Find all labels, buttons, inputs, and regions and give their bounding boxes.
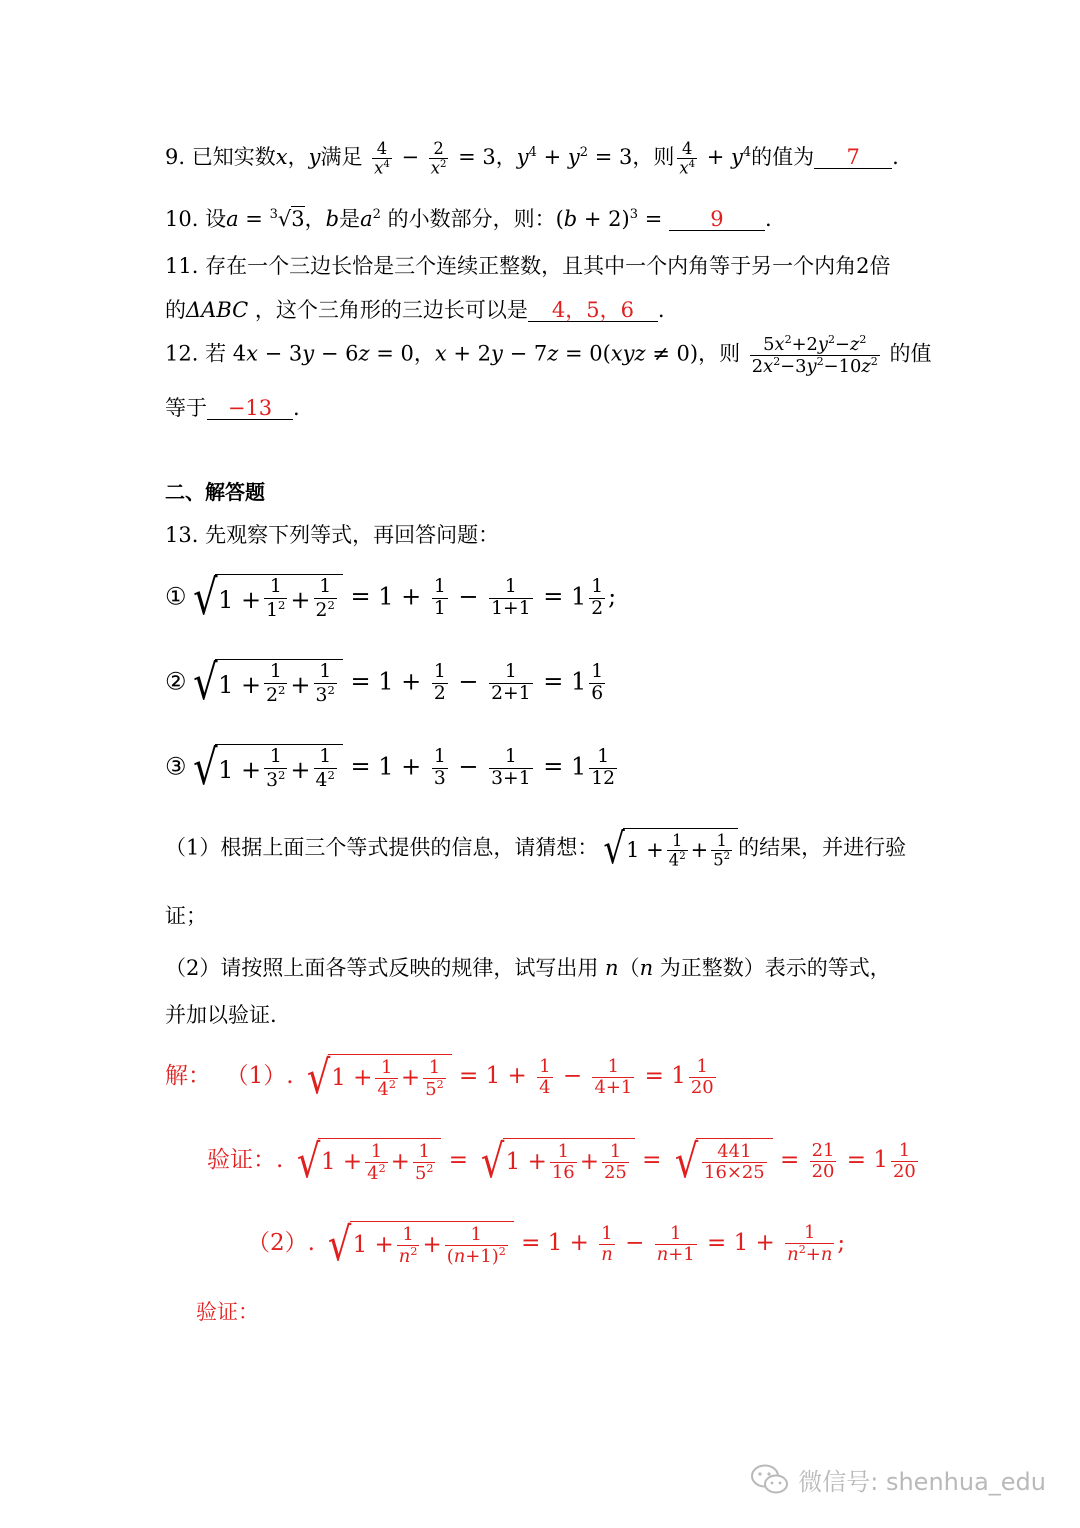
part-1-line2: 证； xyxy=(165,904,207,928)
part-2: （2）请按照上面各等式反映的规律，试写出用 n（n 为正整数）表示的等式， xyxy=(165,956,891,980)
q11-answer: 4，5，6 xyxy=(528,299,658,322)
part-1: （1）根据上面三个等式提供的信息，请猜想： √ 1 + $\frac{1}{4^2}$ + $\frac{1}{5^2}$ 的结果，并进行验 xyxy=(165,824,907,873)
question-12: 12. 若 4x − 3y − 6z = 0，x + 2y − 7z = 0(xyz ≠ 0)，则 $\frac{5x^2+2y^2-z^2}{2x^2-3y^2-10z^2}$ 的值 xyxy=(165,333,932,377)
part-2-line2: 并加以验证. xyxy=(165,1003,277,1027)
solution-1: 解： （1）. √ 1 + $\frac{1}{4^2}$ + $\frac{1}{5^2}$ = 1 + $\frac{1}{4}$ − $\frac{1}{4+1}$ = 1 $\frac{1}{20}$ xyxy=(165,1050,714,1104)
question-11: 11. 存在一个三边长恰是三个连续正整数，且其中一个内角等于另一个内角2倍 xyxy=(165,254,891,278)
wechat-icon xyxy=(750,1463,790,1497)
question-12-line2: 等于 −13 . xyxy=(165,396,300,420)
solution-2: （2）. √ 1 + $\frac{1}{n^2}$ + $\frac{1}{(n+1)^2}$ = 1 + $\frac{1}{n}$ − $\frac{1}{n+1}$ = 1 + $\frac{1}{n^2+n}$ ; xyxy=(247,1217,846,1271)
equation-3: ③ √ 1 + $\frac{1}{3^2}$ + $\frac{1}{4^2}$ = 1 + $\frac{1}{3}$ − $\frac{1}{3+1}$ = 1 $\frac{1}{12}$ xyxy=(165,740,616,796)
question-13: 13. 先观察下列等式，再回答问题： xyxy=(165,523,500,547)
question-9: 9. 已知实数x，y满足 $\frac{4}{x^4}$ − $\frac{2}{x^2}$ = 3，$y^4 + y^2 = 3$，则 $\frac{4}{x^4}$ + $y^4$的值为 7 . xyxy=(165,139,899,178)
question-11-line2: 的ΔABC ，这个三角形的三边长可以是 4，5，6 . xyxy=(165,298,665,322)
q9-text: 已知实数 xyxy=(191,145,276,170)
equation-2: ② √ 1 + $\frac{1}{2^2}$ + $\frac{1}{3^2}$ = 1 + $\frac{1}{2}$ − $\frac{1}{2+1}$ = 1 $\frac{1}{6}$ xyxy=(165,655,604,711)
q12-answer: −13 xyxy=(207,397,293,420)
watermark: 微信号: shenhua_edu xyxy=(750,1462,1046,1497)
equation-1: ① √ 1 + $\frac{1}{1^2}$ + $\frac{1}{2^2}$ = 1 + $\frac{1}{1}$ − $\frac{1}{1+1}$ = 1 $\frac{1}{2}$ ; xyxy=(165,570,617,626)
verify-2: 验证： xyxy=(196,1300,259,1324)
section-title: 二、解答题 xyxy=(165,480,265,504)
q9-number: 9. xyxy=(165,145,186,170)
q10-answer: 9 xyxy=(669,208,765,231)
q9-answer: 7 xyxy=(814,146,892,169)
question-10: 10. 设a = $^3$√3，b是$a^2$ 的小数部分，则：$(b + 2)^3 = 9$ . xyxy=(165,207,772,231)
verify-1: 验证：. √ 1 + $\frac{1}{4^2}$ + $\frac{1}{5^2}$ = √ 1 + $\frac{1}{16}$ + $\frac{1}{25}$ = √ $\frac{441}{16\times 25}$ = $\frac{21}{20}$ = 1 $\frac{1}{20}$ xyxy=(207,1134,916,1188)
